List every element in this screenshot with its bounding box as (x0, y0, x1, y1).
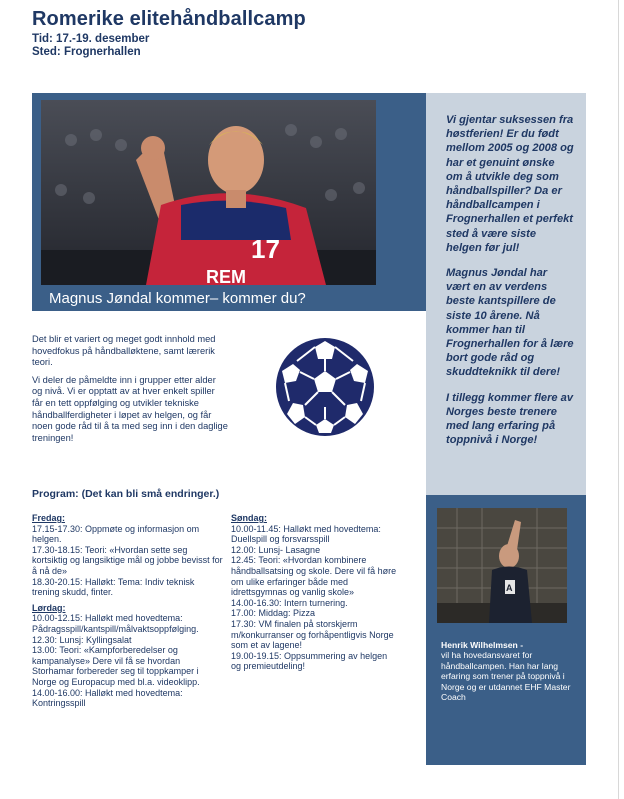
schedule-item: 17.00: Middag: Pizza (231, 608, 316, 619)
event-time: Tid: 17.-19. desember (32, 33, 150, 45)
program-heading: Program: (Det kan bli små endringer.) (32, 488, 220, 500)
sidebar-text (446, 113, 574, 458)
schedule-item: 12.00: Lunsj- Lasagne (231, 544, 321, 555)
svg-text:REM: REM (206, 267, 246, 285)
intro-paragraph: Det blir et variert og meget godt innhold med hovedfokus på håndballøktene, samt lærerik teori. (32, 334, 216, 368)
intro-text (32, 334, 228, 450)
schedule-item: 17.15-17.30: Oppmøte og informasjon om helgen. (32, 523, 200, 545)
svg-text:A: A (506, 583, 513, 593)
intro-paragraph: Vi deler de påmeldte inn i grupper etter alder og nivå. Vi er opptatt av at hver enkelt spiller får en tett oppfølging og utvikler tekniske håndballferdigheter i løpet av helgen, og får noen gode råd til å ta med seg inn i den daglige treningen! (32, 374, 228, 443)
svg-text:17: 17 (251, 234, 280, 264)
schedule-item: 13.00: Teori: «Kampforberedelser og kampanalyse» Dere vil få se hvordan Storhamar forbereder seg til toppkamper i Norge og Europacup med bl.a. videoklipp. (32, 645, 200, 687)
schedule-item: 19.00-19.15: Oppsummering av helgen og premieutdeling! (231, 650, 388, 672)
schedule-item: 17.30: VM finalen på storskjerm m/konkurranser og forhåpentligvis Norge som et av lagene! (231, 618, 394, 651)
day-heading-friday: Fredag: (32, 513, 66, 523)
hero-player-photo (41, 100, 376, 285)
coach-text: Henrik Wilhelmsen - vil ha hovedansvaret for håndballcampen. Han har lang erfaring som trener på toppnivå i Norge og er utdannet EHF Master Coach (441, 640, 571, 703)
schedule-item: 18.30-20.15: Halløkt: Tema: Indiv teknisk trening skudd, finter. (32, 576, 195, 598)
page-title: Romerike elitehåndballcamp (32, 8, 306, 30)
sidebar-paragraph: Magnus Jøndal har vært en av verdens beste kantspillere de siste 10 årene. Nå kommer han til Frognerhallen for å lære bort gode råd og skuddteknikk til dere! (446, 267, 574, 379)
hero-caption: Magnus Jøndal kommer– kommer du? (49, 290, 306, 307)
event-place: Sted: Frognerhallen (32, 46, 141, 58)
sidebar-paragraph: Vi gjentar suksessen fra høstferien! Er du født mellom 2005 og 2008 og har et genuint ønske om å utvikle deg som håndballspiller? Da er håndballcampen i Frognerhallen et perfekt sted å være siste helgen før jul! (446, 114, 574, 254)
schedule-item: 10.00-11.45: Halløkt med hovedtema: Duellspill og forsvarsspill (231, 523, 381, 545)
schedule-left-column (32, 513, 224, 709)
day-heading-saturday: Lørdag: (32, 602, 66, 613)
handball-icon (275, 337, 375, 437)
coach-photo (437, 508, 567, 623)
schedule-item: 14.00-16.30: Intern turnering. (231, 597, 348, 608)
schedule-item: 10.00-12.15: Halløkt med hovedtema: Pådragsspill/kantspill/målvaktsoppfølging. (32, 613, 199, 634)
day-heading-sunday: Søndag: (231, 513, 267, 523)
schedule-right-column (231, 513, 397, 672)
schedule-item: 12.45: Teori: «Hvordan kombinere håndballsatsing og skole. Dere vil få høre om ulike erfaringer både med idrettsgymnas og vanlig skole» (231, 555, 397, 598)
schedule-item: 17.30-18.15: Teori: «Hvordan sette seg kortsiktig og langsiktige mål og jobbe bevisst for å nå de» (32, 544, 223, 576)
schedule-item: 12.30: Lunsj: Kyllingsalat (32, 634, 132, 645)
coach-name: Henrik Wilhelmsen (441, 640, 518, 650)
coach-description: vil ha hovedansvaret for håndballcampen. Han har lang erfaring som trener på toppnivå i Norge og er utdannet EHF Master Coach (441, 650, 571, 703)
sidebar-paragraph: I tillegg kommer flere av Norges beste trenere med lang erfaring på toppnivå i Norge! (446, 391, 574, 447)
schedule-item: 14.00-16.00: Halløkt med hovedtema: Kontringsspill (32, 687, 183, 709)
